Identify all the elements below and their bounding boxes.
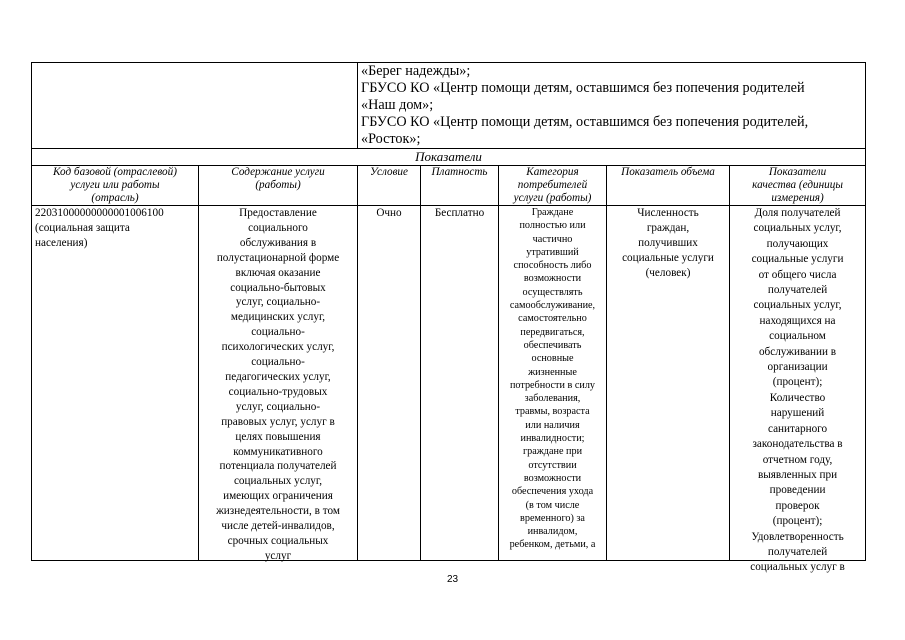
cell-line: обеспечивать [523,339,582,351]
cell-line: социального [248,221,308,234]
cell-line: полностью или [519,220,586,232]
organization-list [358,63,866,149]
header-quality [730,166,866,206]
cell-content-lines [202,206,354,560]
org-line-4: ГБУСО КО «Центр помощи детям, оставшимся без попечения родителей, [361,114,809,130]
cell-line: основные [531,353,574,365]
top-row [32,63,866,149]
header-category-line: потребителей [517,179,588,191]
cell-line: социальных услуг, [233,475,323,488]
cell-line: (социальная защита [35,221,130,234]
header-code-line: услуги или работы [70,179,160,191]
page-number: 23 [446,574,459,585]
cell-line: правовых услуг, услуг в [221,415,335,428]
cell-line: утративший [526,246,579,258]
cell-line: целях повышения [235,430,321,443]
cell-line: проверок [775,499,820,512]
cell-line: временного) за [520,512,585,524]
cell-line: самостоятельно [518,313,587,325]
cell-line: (человек) [645,266,691,279]
cell-line: граждан, [646,221,690,234]
cell-line: социальном [769,330,826,343]
cell-line: возможности [523,273,582,285]
header-category-line: услуги (работы) [513,192,592,204]
cell-line: услуг, социально- [235,400,321,413]
cell-line: отсутствии [528,459,577,471]
cell-line: социальных услуг, [753,299,842,312]
services-table [31,62,866,574]
header-code-line: (отрасль) [91,192,139,204]
cell-line: ребенком, детьми, а [509,539,596,551]
header-row [32,166,866,206]
cell-line: (процент); [772,376,823,389]
cell-line: передвигаться, [520,326,585,338]
header-condition: Условие [358,166,421,206]
cell-line: полустационарной форме [216,251,340,264]
cell-line: социальных услуг в [750,561,845,574]
header-code-line: Код базовой (отраслевой) [53,166,177,178]
cell-line: потребности в силу [509,379,596,391]
cell-line: социально- [251,326,305,339]
cell-line: нарушений [770,407,825,420]
cell-line: Предоставление [239,207,317,219]
cell-line: законодательства в [752,438,843,451]
header-quality-line: Показатели [768,166,827,178]
cell-line: срочных социальных [227,534,329,547]
cell-category-lines [502,206,603,560]
pokazateli-heading: Показатели [32,149,866,166]
header-payment: Платность [421,166,499,206]
cell-line: самообслуживание, [509,300,596,312]
cell-line: Количество [769,391,826,404]
cell-line: жизненные [528,366,577,378]
cell-payment-wrap [424,206,495,560]
cell-code-lines [35,206,195,560]
cell-line: (в том числе [525,499,580,511]
cell-content [199,206,358,561]
cell-quality-lines [733,206,862,574]
cell-line: получивших [638,236,698,249]
cell-line: обслуживании в [758,345,837,358]
cell-line: травмы, возраста [515,406,590,418]
cell-line: жизнедеятельности, в том [216,505,340,518]
cell-line: Удовлетворенность [751,530,844,543]
cell-line: Граждане [531,207,574,218]
cell-line: инвалидом, [527,526,578,538]
cell-line: получающих [766,237,829,250]
header-category [499,166,607,206]
cell-line: имеющих ограничения [223,490,333,503]
cell-line: услуг, социально- [235,296,321,309]
cell-line: получателей [767,545,828,558]
top-empty-cell [32,63,358,149]
cell-line: социальные услуги [622,251,714,264]
cell-line: находящихся на [759,314,836,327]
cell-line: услуг [264,549,292,562]
table-row [32,206,866,561]
cell-line: социальных услуг, [753,222,842,235]
cell-line: проведении [769,484,826,497]
cell-line: социально-трудовых [228,385,328,398]
cell-line: от общего числа [758,268,837,281]
cell-line: возможности [523,472,582,484]
cell-condition-text: Очно [376,207,402,219]
cell-line: медицинских услуг, [230,311,326,324]
cell-line: психологических услуг, [221,341,335,354]
cell-line: инвалидности; [520,433,585,445]
cell-volume-lines [610,206,726,560]
cell-condition-wrap [361,206,417,560]
org-line-3: «Наш дом»; [361,97,434,113]
cell-line: способность либо [513,260,592,272]
header-quality-line: измерения) [771,192,824,204]
header-volume: Показатель объема [607,166,730,206]
org-line-2: ГБУСО КО «Центр помощи детям, оставшимся без попечения родителей [361,80,805,96]
cell-line: организации [767,361,828,374]
cell-line: числе детей-инвалидов, [221,520,335,533]
cell-line: обслуживания в [239,236,317,249]
cell-line: обеспечения ухода [511,486,594,498]
org-line-1: «Берег надежды»; [361,63,471,79]
cell-line: коммуникативного [233,445,323,458]
cell-line: 22031000000000001006100 [35,207,164,219]
cell-line: отчетном году, [762,453,833,466]
cell-category [499,206,607,561]
cell-line: осуществлять [522,286,583,298]
cell-line: получателей [767,284,828,297]
pokazateli-row [32,149,866,166]
cell-line: населения) [35,236,88,249]
cell-line: социально- [251,356,305,369]
cell-line: социально-бытовых [230,281,326,294]
cell-payment [421,206,499,561]
header-category-line: Категория [526,166,579,178]
cell-line: потенциала получателей [219,460,337,473]
cell-line: педагогических услуг, [225,370,331,383]
cell-line: Численность [637,207,699,219]
cell-line: выявленных при [757,468,838,481]
cell-line: Доля получателей [754,207,841,219]
cell-volume [607,206,730,561]
cell-line: включая оказание [235,266,321,279]
cell-line: или наличия [525,419,580,431]
header-quality-line: качества (единицы [752,179,843,191]
cell-line: граждане при [522,446,583,458]
header-content-line: (работы) [255,179,301,191]
cell-payment-text: Бесплатно [434,207,485,219]
cell-quality [730,206,866,574]
cell-line: санитарного [767,422,828,435]
cell-condition [358,206,421,561]
cell-line: социальные услуги [751,253,844,266]
header-content [199,166,358,206]
header-content-line: Содержание услуги [231,166,325,178]
cell-line: заболевания, [524,393,581,405]
header-code [32,166,199,206]
org-line-5: «Росток»; [361,131,421,147]
cell-line: частично [532,233,573,245]
cell-line: (процент); [772,515,823,528]
cell-code [32,206,199,561]
